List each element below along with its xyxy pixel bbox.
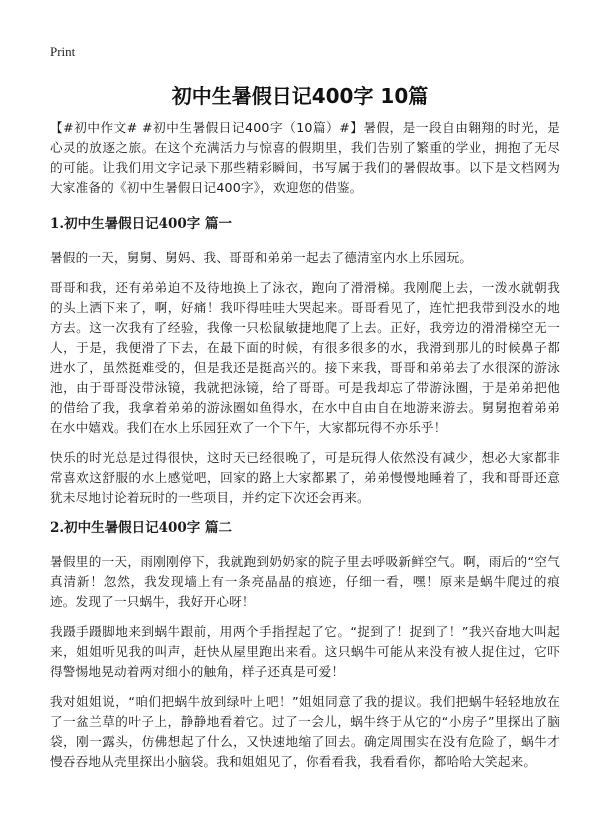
body-paragraph: 暑假的一天，舅舅、舅妈、我、哥哥和弟弟一起去了德清室内水上乐园玩。	[50, 250, 473, 265]
section-heading: 1.初中生暑假日记400字 篇一	[50, 216, 232, 232]
print-label: Print	[50, 44, 76, 59]
section-heading: 2.初中生暑假日记400字 篇二	[50, 520, 232, 536]
body-paragraph: 哥哥和我，还有弟弟迫不及待地换上了泳衣，跑向了滑滑梯。我刚爬上去，一泼水就朝我的头上洒下来了，啊，好痛！我吓得哇哇大哭起来。哥哥看见了，连忙把我带到没水的地方去。这一次我有了经验，我像一只松鼠敏捷地爬了上去。正好，我旁边的滑滑梯空无一人，于是，我便滑了下去，在最下面的时候，有很多很多的水，我滑到那儿的时候鼻子都进水了，虽然挺难受的，但是我还是挺高兴的。接下来我，哥哥和弟弟去了水很深的游泳池，由于哥哥没带泳镜，我就把泳镜，给了哥哥。可是我却忘了带游泳圈，于是弟弟把他的借给了我，我拿着弟弟的游泳圈如鱼得水，在水中自由自在地游来游去。舅舅抱着弟弟在水中嬉戏。我们在水上乐园狂欢了一个下午，大家都玩得不亦乐乎！	[50, 280, 560, 435]
body-paragraph: 我蹑手蹑脚地来到蜗牛跟前，用两个手指捏起了它。“捉到了！捉到了！”我兴奋地大叫起来，姐姐听见我的叫声，赶快从屋里跑出来看。这只蜗牛可能从来没有被人捉住过，它吓得警惕地晃动着两对细小的触角，样子还真是可爱！	[50, 624, 560, 679]
body-paragraph: 暑假里的一天，雨刚刚停下，我就跑到奶奶家的院子里去呼吸新鲜空气。啊，雨后的“空气真清新！忽然，我发现墙上有一条亮晶晶的痕迹，仔细一看，嘿！原来是蜗牛爬过的痕迹。发现了一只蜗牛，我好开心呀！	[50, 554, 560, 609]
body-paragraph: 我对姐姐说，“咱们把蜗牛放到绿叶上吧！”姐姐同意了我的提议。我们把蜗牛轻轻地放在了一盆兰草的叶子上，静静地看着它。过了一会儿，蜗牛终于从它的“小房子”里探出了脑袋，刚一露头，仿佛想起了什么，又快速地缩了回去。确定周围实在没有危险了，蜗牛才慢吞吞地从壳里探出小脑袋。我和姐姐见了，你看看我，我看看你，都哈哈大笑起来。	[50, 694, 560, 769]
body-paragraph: 快乐的时光总是过得很快，这时天已经很晚了，可是玩得人依然没有减少，想必大家都非常喜欢这舒服的水上感觉吧，回家的路上大家都累了，弟弟慢慢地睡着了，我和哥哥还意犹未尽地讨论着玩时的一些项目，并约定下次还会再来。	[50, 450, 560, 505]
page-title: 初中生暑假日记400字 10篇	[171, 84, 429, 108]
intro-paragraph: 【#初中作文# #初中生暑假日记400字（10篇）#】暑假，是一段自由翱翔的时光，是心灵的放逐之旅。在这个充满活力与惊喜的假期里，我们告别了繁重的学业，拥抱了无尽的可能。让我们用文字记录下那些精彩瞬间，书写属于我们的暑假故事。以下是文档网为大家准备的《初中生暑假日记400字》，欢迎您的借鉴。	[50, 120, 560, 195]
document-body	[50, 118, 560, 782]
